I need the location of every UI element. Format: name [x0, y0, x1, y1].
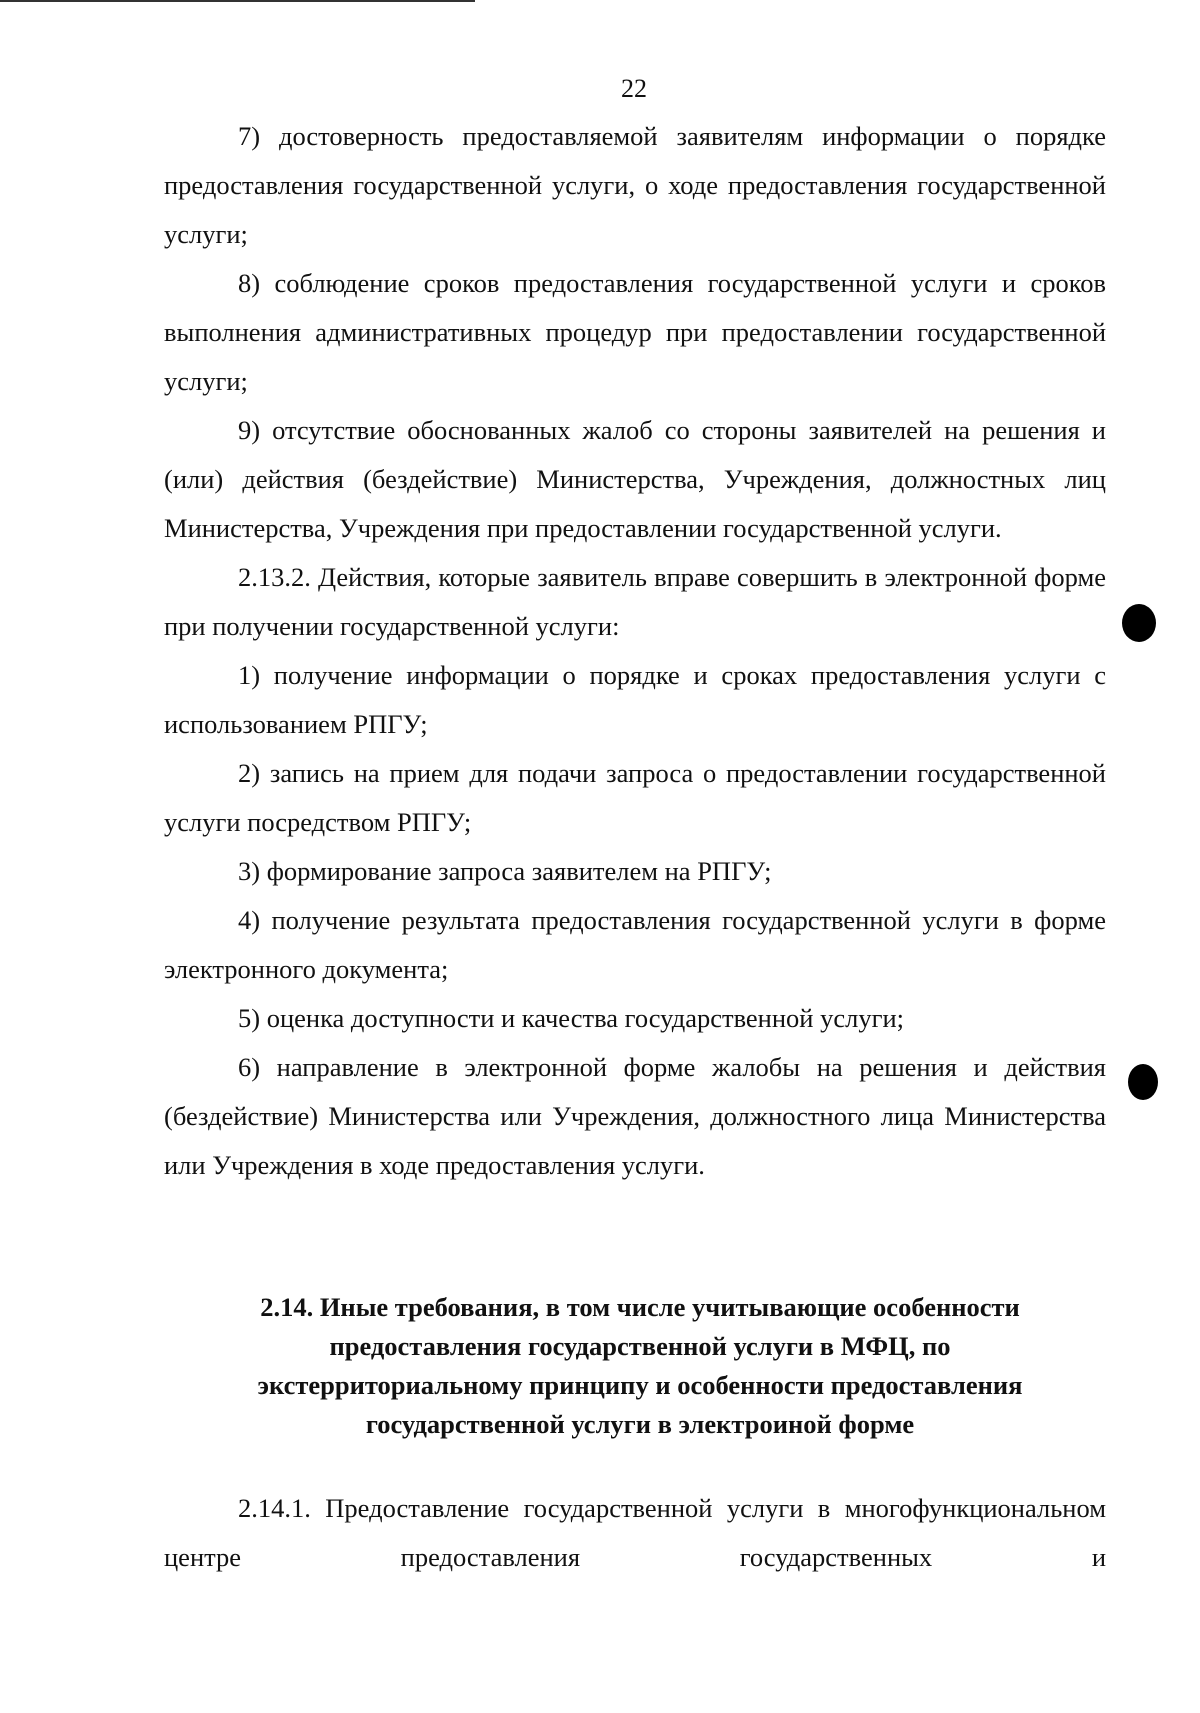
- heading-line: предоставления государственной услуги в МФЦ, по: [329, 1331, 951, 1361]
- list-item: 1) получение информации о порядке и сроках предоставления услуги с использованием РПГУ;: [164, 660, 1106, 739]
- top-rule: [0, 0, 475, 2]
- list-item: 5) оценка доступности и качества государственной услуги;: [238, 1003, 905, 1033]
- document-body: [164, 112, 1106, 1190]
- heading-line: экстерриториальному принципу и особенности предоставления: [257, 1370, 1023, 1400]
- list-item: 7) достоверность предоставляемой заявителям информации о порядке предоставления государственной услуги, о ходе предоставления государственной услуги;: [164, 121, 1106, 249]
- section-paragraph: 2.14.1. Предоставление государственной услуги в многофункциональном центре предоставления государственных и: [164, 1493, 1106, 1572]
- heading-line: 2.14. Иные требования, в том числе учитывающие особенности: [260, 1292, 1020, 1322]
- list-item: 2) запись на прием для подачи запроса о предоставлении государственной услуги посредством РПГУ;: [164, 758, 1106, 837]
- list-item: 9) отсутствие обоснованных жалоб со стороны заявителей на решения и (или) действия (бездействие) Министерства, Учреждения, должностных лиц Министерства, Учреждения при предоставлении государственной услуги.: [164, 415, 1106, 543]
- section-heading: [200, 1288, 1080, 1444]
- list-item: 3) формирование запроса заявителем на РПГУ;: [238, 856, 772, 886]
- list-item: 8) соблюдение сроков предоставления государственной услуги и сроков выполнения административных процедур при предоставлении государственной услуги;: [164, 268, 1106, 396]
- page-number: 22: [621, 74, 647, 103]
- section-paragraph: 2.13.2. Действия, которые заявитель вправе совершить в электронной форме при получении государственной услуги:: [164, 562, 1106, 641]
- list-item: 6) направление в электронной форме жалобы на решения и действия (бездействие) Министерства или Учреждения, должностного лица Министерства или Учреждения в ходе предоставления услуги.: [164, 1052, 1106, 1180]
- heading-line: государственной услуги в электроиной форме: [365, 1409, 915, 1439]
- section-body: [164, 1484, 1106, 1582]
- list-item: 4) получение результата предоставления государственной услуги в форме электронного документа;: [164, 905, 1106, 984]
- punch-hole-mark: [1122, 604, 1156, 642]
- punch-hole-mark: [1128, 1064, 1158, 1100]
